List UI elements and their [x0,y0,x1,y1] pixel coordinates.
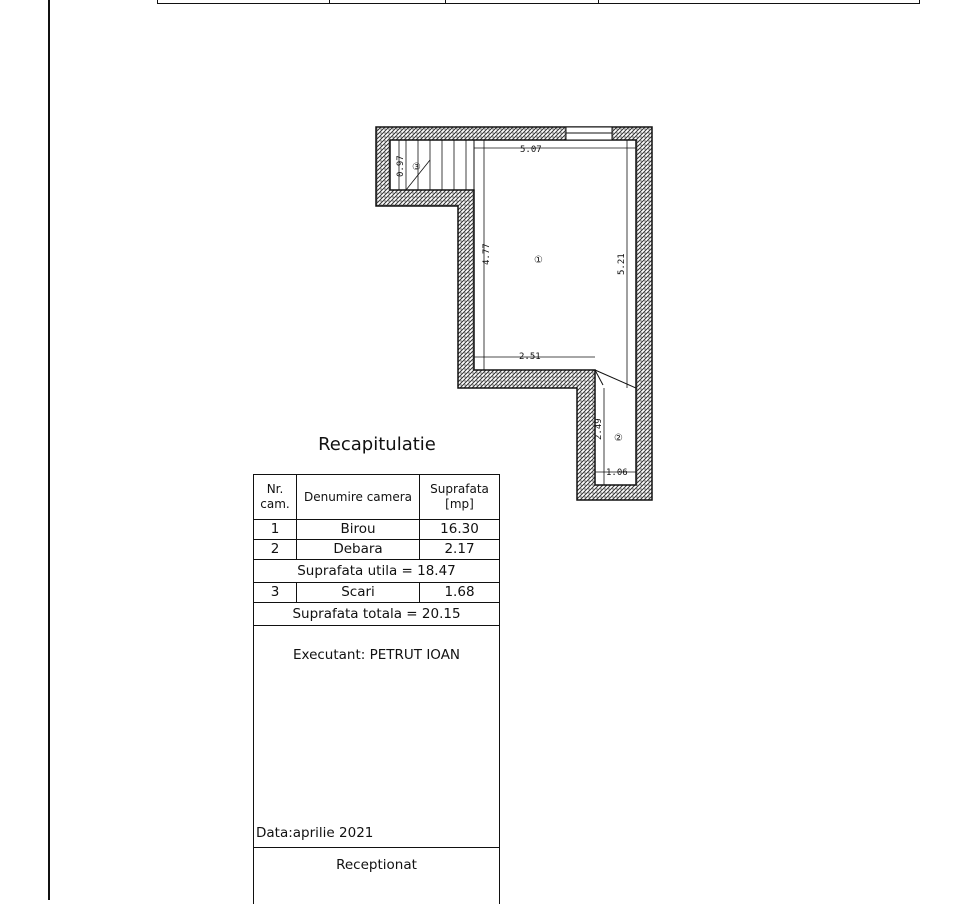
receptionat-divider [254,847,499,848]
dim-right-height: 5.21 [617,253,627,275]
table-row [254,540,499,560]
row-area: 1.68 [420,583,500,603]
date-label: Data:aprilie 2021 [256,825,374,841]
receptionat-label: Receptionat [336,857,417,873]
row-nr: 3 [254,583,297,603]
room-2-marker: ② [614,433,623,444]
row-nr: 1 [254,520,297,540]
header-suprafata: Suprafata [mp] [420,475,500,520]
row-nr: 2 [254,540,297,560]
room-3-marker: ③ [412,162,421,173]
row-name: Debara [297,540,420,560]
dim-stair-width: 0.97 [396,155,406,177]
table-row [254,520,499,540]
useful-area: Suprafata utila = 18.47 [254,560,499,583]
header-nr: Nr. cam. [254,475,297,520]
total-area: Suprafata totala = 20.15 [254,603,499,626]
table-header-row [254,475,499,520]
recap-title: Recapitulatie [318,434,436,455]
row-area: 16.30 [420,520,500,540]
recap-table-box [253,474,500,904]
dim-left-height: 4.77 [482,243,492,265]
debara-door [595,370,636,388]
executant-label: Executant: PETRUT IOAN [292,647,461,663]
useful-area-row [254,560,499,583]
dim-debara-width: 1.06 [606,468,628,478]
row-name: Birou [297,520,420,540]
row-name: Scari [297,583,420,603]
room-1-marker: ① [534,255,543,266]
dim-top-width: 5.07 [520,145,542,155]
recap-table [254,475,499,626]
table-row [254,583,499,603]
dim-debara-height: 2.49 [594,418,604,440]
total-area-row [254,603,499,626]
dim-bottom-width: 2.51 [519,352,541,362]
row-area: 2.17 [420,540,500,560]
header-denumire: Denumire camera [297,475,420,520]
